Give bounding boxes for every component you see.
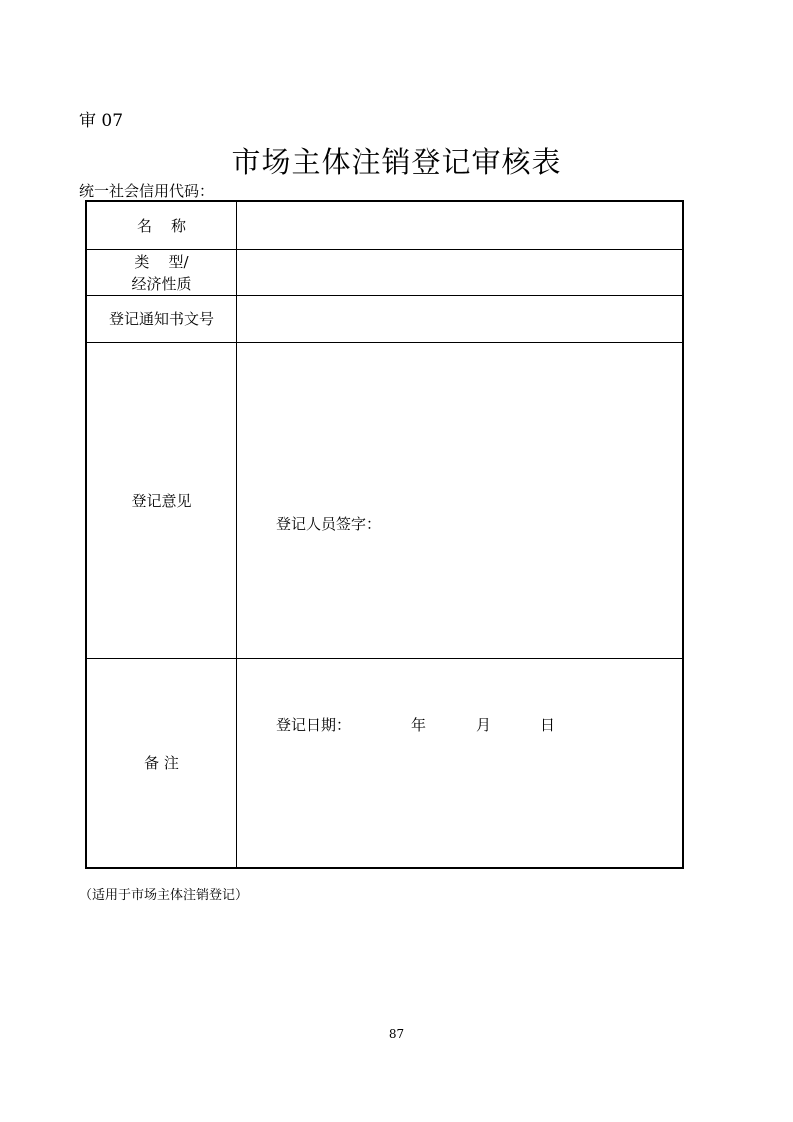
signature-label: 登记人员签字： — [276, 515, 382, 533]
remarks-field[interactable] — [237, 659, 682, 867]
notice-number-field[interactable] — [237, 296, 682, 342]
table-row-opinion — [87, 343, 682, 734]
opinion-label: 登记意见 — [87, 343, 237, 658]
year-label: 年 — [411, 716, 427, 734]
type-label — [87, 250, 237, 295]
type-field[interactable] — [237, 250, 682, 295]
day-label: 日 — [540, 716, 556, 734]
footnote: （适用于市场主体注销登记） — [79, 888, 249, 903]
page-title: 市场主体注销登记审核表 — [231, 145, 562, 179]
table-row-name — [87, 202, 682, 250]
form-code: 审 07 — [79, 111, 124, 131]
date-label: 登记日期： — [276, 716, 352, 734]
remarks-label: 备 注 — [87, 659, 237, 867]
page-number: 87 — [388, 1027, 405, 1041]
name-label: 名 称 — [87, 202, 237, 249]
name-field[interactable] — [237, 202, 682, 249]
table-row-type — [87, 250, 682, 296]
notice-number-label: 登记通知书文号 — [87, 296, 237, 342]
type-label-line1: 类 型/ — [134, 252, 189, 271]
opinion-field[interactable] — [237, 343, 682, 734]
type-label-line2: 经济性质 — [131, 274, 192, 293]
table-row-notice — [87, 296, 682, 343]
review-table — [85, 200, 684, 869]
credit-code-label: 统一社会信用代码： — [79, 182, 215, 200]
table-row-remarks — [87, 659, 682, 867]
month-label: 月 — [476, 716, 492, 734]
